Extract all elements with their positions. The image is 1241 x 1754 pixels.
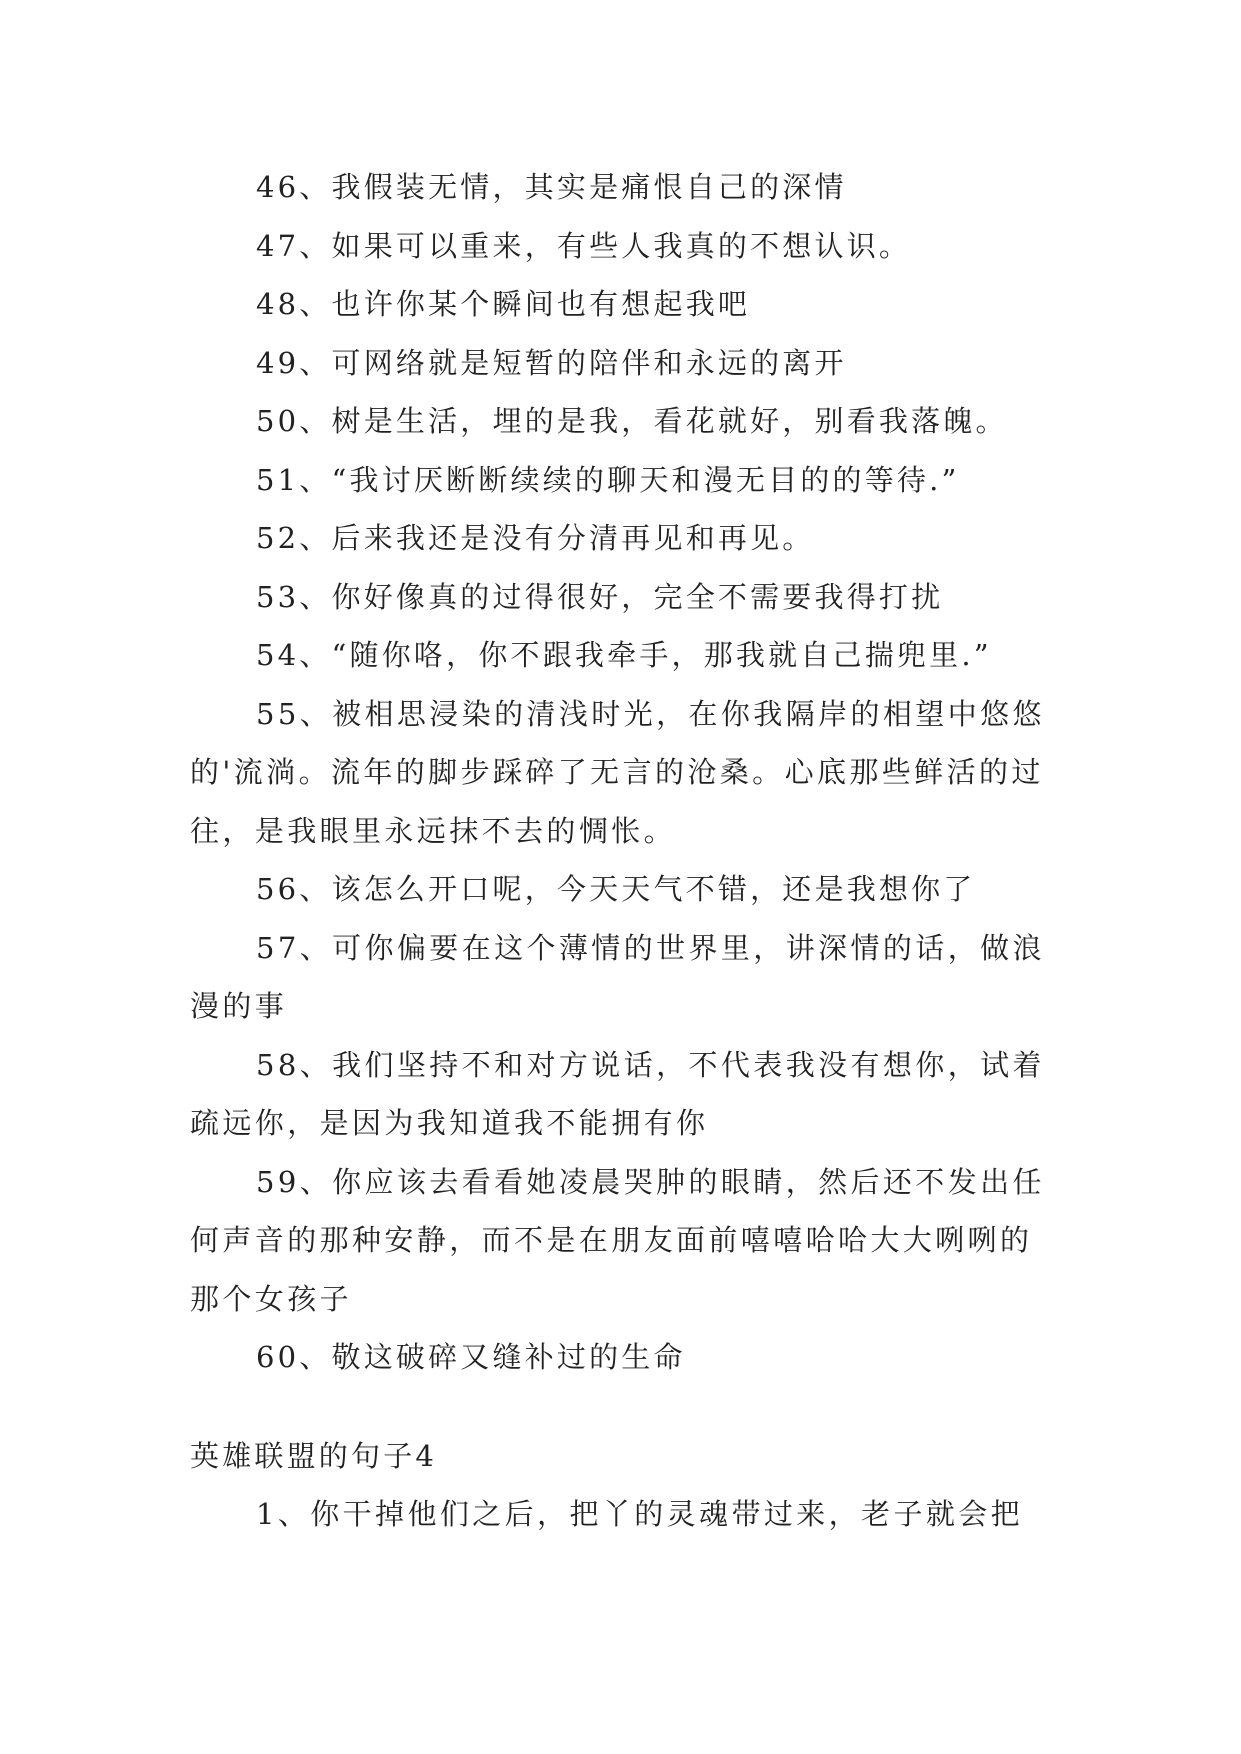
paragraph-51: 51、“我讨厌断断续续的聊天和漫无目的的等待.”: [256, 462, 960, 497]
paragraph-53: 53、你好像真的过得很好，完全不需要我得打扰: [256, 579, 944, 614]
paragraph-58: 58、我们坚持不和对方说话，不代表我没有想你，试着疏远你，是因为我知道我不能拥有你: [190, 1047, 1045, 1140]
paragraph-47: 47、如果可以重来，有些人我真的不想认识。: [256, 228, 912, 263]
paragraph-54: 54、“随你咯，你不跟我牵手，那我就自己揣兜里.”: [256, 638, 992, 672]
document-page: [190, 158, 1050, 1544]
paragraph-49: 49、可网络就是短暂的陪伴和永远的离开: [256, 345, 847, 380]
section-heading: 英雄联盟的句子4: [190, 1438, 438, 1473]
paragraph-52: 52、后来我还是没有分清再见和再见。: [256, 521, 815, 555]
paragraph-50: 50、树是生活，埋的是我，看花就好，别看我落魄。: [256, 404, 1008, 438]
paragraph-57: 57、可你偏要在这个薄情的世界里，讲深情的话，做浪漫的事: [190, 930, 1045, 1023]
paragraph-60: 60、敬这破碎又缝补过的生命: [256, 1340, 686, 1374]
section-paragraph-1: 1、你干掉他们之后，把丫的灵魂带过来，老子就会把: [256, 1497, 1024, 1531]
paragraph-59: 59、你应该去看看她凌晨哭肿的眼睛，然后还不发出任何声音的那种安静，而不是在朋友面前嘻嘻哈哈大大咧咧的那个女孩子: [190, 1164, 1045, 1316]
paragraph-55: 55、被相思浸染的清浅时光，在你我隔岸的相望中悠悠的'流淌。流年的脚步踩碎了无言的沧桑。心底那些鲜活的过往，是我眼里永远抹不去的惆怅。: [190, 696, 1045, 848]
paragraph-48: 48、也许你某个瞬间也有想起我吧: [256, 287, 751, 321]
paragraph-56: 56、该怎么开口呢，今天天气不错，还是我想你了: [256, 872, 976, 906]
paragraph-46: 46、我假装无情，其实是痛恨自己的深情: [256, 170, 847, 204]
